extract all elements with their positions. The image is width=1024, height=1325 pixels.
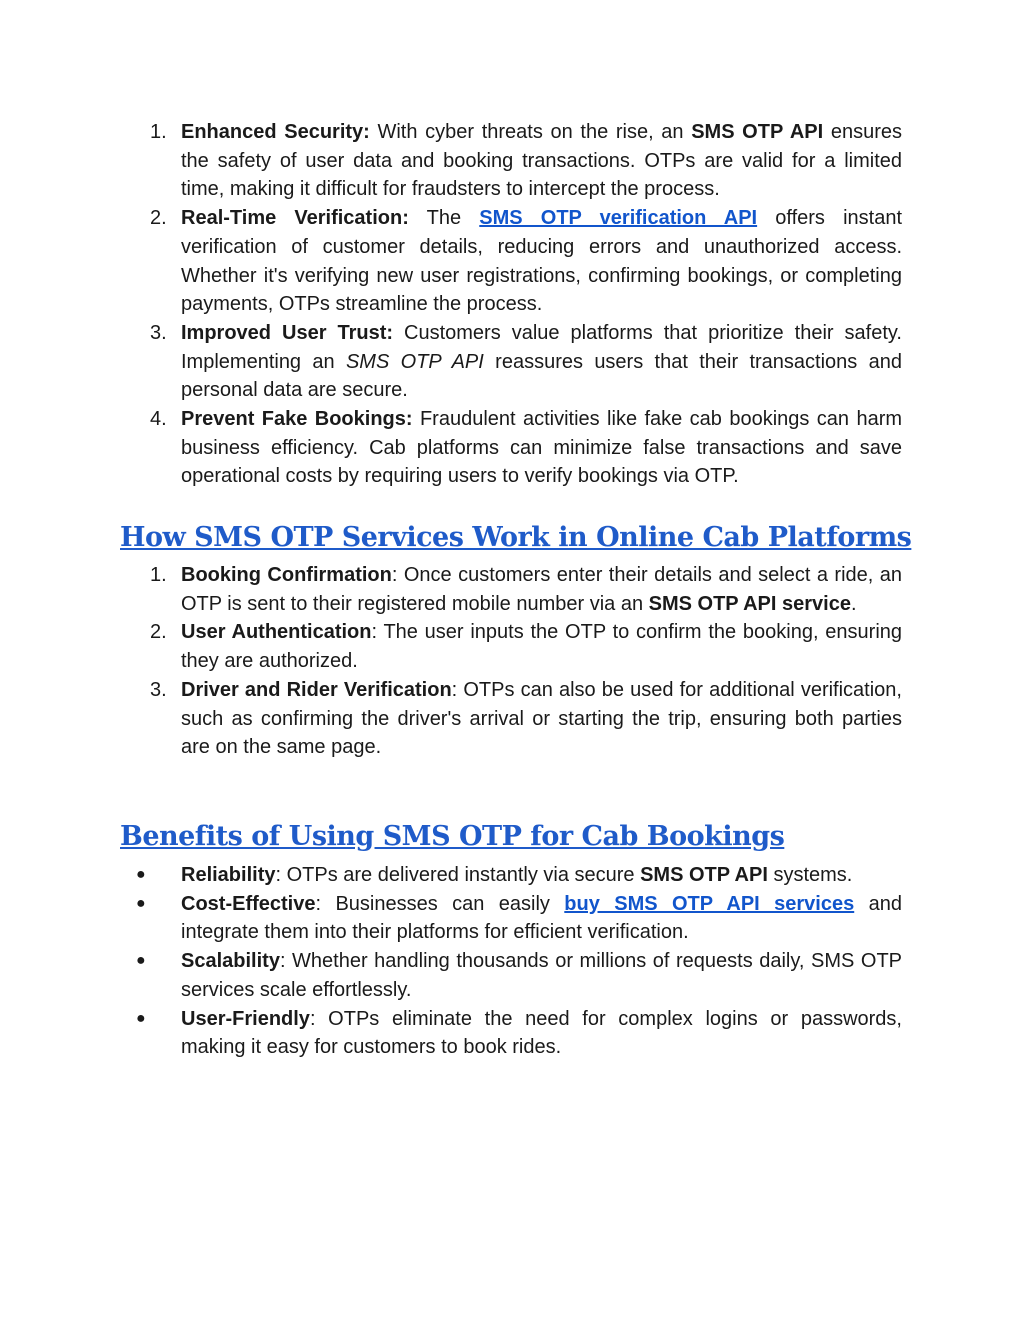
item-title: Prevent Fake Bookings: <box>181 408 413 431</box>
list-item <box>120 319 902 405</box>
list-item <box>120 890 902 947</box>
item-title: Cost-Effective <box>181 892 316 915</box>
item-text: ensures the safety of user data and booking transactions. OTPs are valid for a limited time, making it difficult for fraudsters to intercept the process. <box>181 121 902 201</box>
list-number: 3. <box>150 321 167 344</box>
list-number: 4. <box>150 408 167 431</box>
list-item <box>120 204 902 319</box>
section-heading-how-it-works: How SMS OTP Services Work in Online Cab Platforms <box>120 522 912 553</box>
item-title: Reliability <box>181 864 276 886</box>
item-text: . <box>850 592 857 615</box>
item-text: : OTPs can also be used for additional verification, such as confirming the driver's arrival or starting the trip, ensuring both parties are on the same page. <box>181 678 902 759</box>
item-title: Real-Time Verification: <box>181 207 409 230</box>
item-text: : Whether handling thousands or millions of requests daily, SMS OTP services scale effortlessly. <box>181 950 902 1001</box>
list-number: 2. <box>150 621 167 644</box>
list-item <box>120 1005 902 1062</box>
item-title: Driver and Rider Verification <box>181 678 452 701</box>
item-title: User Authentication <box>181 621 372 644</box>
item-text: offers instant verification of customer details, reducing errors and unauthorized access. Whether it's verifying new user registrations, confirming bookings, or completing payments, OTPs streamline the process. <box>181 207 902 316</box>
list-item <box>120 618 902 675</box>
item-title: Enhanced Security: <box>181 121 370 143</box>
list-item <box>120 118 902 204</box>
list-item <box>120 676 902 762</box>
item-text: The <box>408 207 480 230</box>
item-bold: SMS OTP API service <box>648 592 851 615</box>
item-title: Scalability <box>181 950 280 973</box>
item-title: Improved User Trust: <box>181 321 394 344</box>
list-number: 1. <box>150 121 167 143</box>
list-item <box>120 405 902 491</box>
item-title: User-Friendly <box>181 1007 310 1030</box>
buy-sms-otp-api-services-link[interactable]: buy SMS OTP API services <box>564 892 855 915</box>
bullet-icon: ● <box>136 1009 146 1027</box>
item-text: : OTPs eliminate the need for complex logins or passwords, making it easy for customers to book rides. <box>181 1007 902 1059</box>
item-text: reassures users that their transactions and personal data are secure. <box>181 350 903 402</box>
item-title: Booking Confirmation <box>181 564 392 586</box>
item-text: Fraudulent activities like fake cab bookings can harm business efficiency. Cab platforms can minimize false transactions and save operational costs by requiring users to verify bookings via OTP. <box>181 408 903 488</box>
item-text: : The user inputs the OTP to confirm the booking, ensuring they are authorized. <box>181 621 903 673</box>
how-it-works-numbered-list <box>120 561 902 762</box>
item-text: : OTPs are delivered instantly via secure <box>275 864 641 886</box>
item-text: With cyber threats on the rise, an <box>369 121 692 143</box>
benefits-bullet-list <box>120 861 902 1062</box>
item-bold: SMS OTP API <box>691 121 824 143</box>
section-heading-benefits: Benefits of Using SMS OTP for Cab Bookings <box>120 821 785 852</box>
list-number: 1. <box>150 564 167 586</box>
item-text: and integrate them into their platforms for efficient verification. <box>181 892 902 944</box>
benefits-numbered-list <box>120 118 902 491</box>
list-item <box>120 947 902 1004</box>
bullet-icon: ● <box>136 894 146 912</box>
item-text: systems. <box>767 864 853 886</box>
item-text: : Once customers enter their details and select a ride, an OTP is sent to their registered mobile number via an <box>181 564 902 615</box>
bullet-icon: ● <box>136 866 146 883</box>
list-number: 3. <box>150 678 167 701</box>
bullet-icon: ● <box>136 952 146 970</box>
item-text: : Businesses can easily <box>315 892 565 915</box>
list-item <box>120 561 902 618</box>
list-item <box>120 861 902 890</box>
item-bold: SMS OTP API <box>640 864 768 886</box>
list-number: 2. <box>150 207 167 230</box>
item-italic: SMS OTP API <box>345 350 484 373</box>
sms-otp-verification-api-link[interactable]: SMS OTP verification API <box>479 207 758 230</box>
item-text: Customers value platforms that prioritize their safety. Implementing an <box>181 321 902 373</box>
